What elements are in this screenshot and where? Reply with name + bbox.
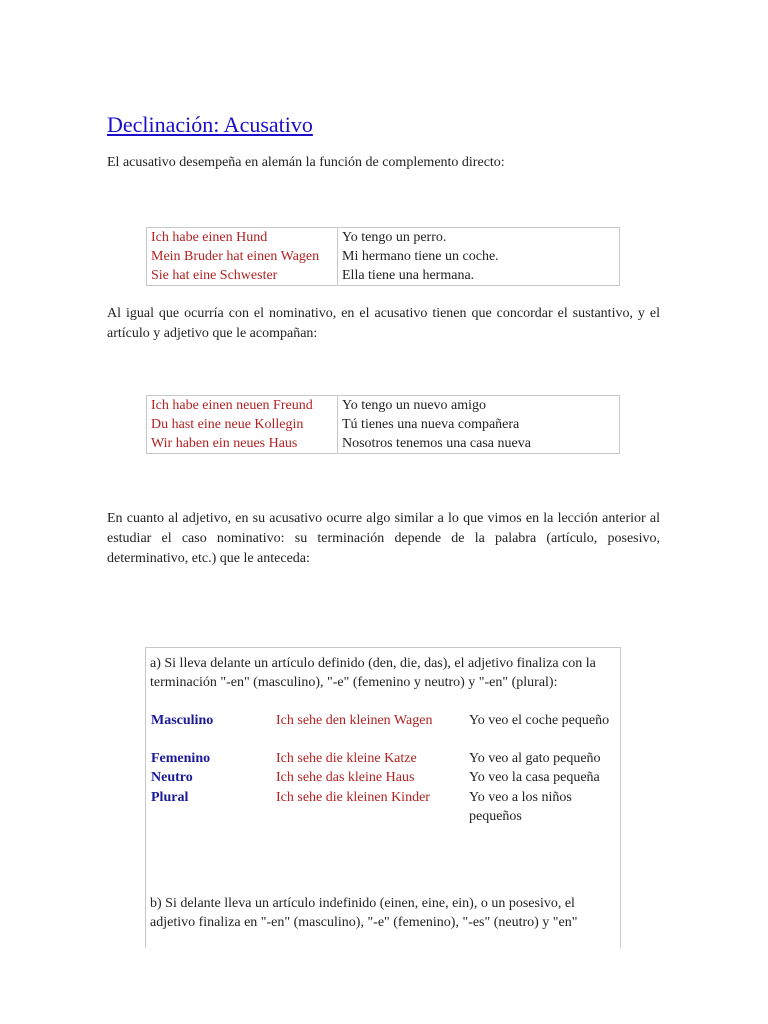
german-sentence: Ich sehe das kleine Haus (276, 770, 415, 785)
table-row (147, 396, 620, 416)
adjective-endings-box (145, 647, 621, 948)
spanish-translation: Ella tiene una hermana. (342, 268, 475, 283)
table-row (147, 415, 620, 434)
paragraph-intro: El acusativo desempeña en alemán la función de complemento directo: (107, 155, 505, 170)
gender-label: Femenino (151, 751, 211, 766)
german-sentence: Ich sehe den kleinen Wagen (276, 713, 433, 728)
spanish-translation: Yo veo el coche pequeño (469, 713, 610, 728)
german-sentence: Mein Bruder hat einen Wagen (147, 247, 338, 266)
german-sentence: Ich sehe die kleine Katze (276, 751, 417, 766)
gender-label: Plural (151, 790, 189, 805)
paragraph-agreement: Al igual que ocurría con el nominativo, en el acusativo tienen que concordar el sustantivo, y el artículo y adjetivo que le acompañan: (107, 306, 660, 341)
gender-label: Neutro (151, 770, 193, 785)
spanish-translation: Tú tienes una nueva compañera (342, 417, 520, 432)
german-sentence: Ich habe einen Hund (147, 228, 338, 248)
spanish-translation: Yo tengo un perro. (342, 230, 447, 245)
german-sentence: Wir haben ein neues Haus (147, 434, 338, 454)
page-title[interactable]: Declinación: Acusativo (107, 112, 313, 137)
german-sentence: Du hast eine neue Kollegin (147, 415, 338, 434)
spanish-translation: Yo veo al gato pequeño (469, 751, 601, 766)
example-table-1 (146, 227, 620, 286)
table-row (147, 247, 620, 266)
spanish-translation: Nosotros tenemos una casa nueva (342, 436, 531, 451)
german-sentence: Ich habe einen neuen Freund (147, 396, 338, 416)
rule-a-text: a) Si lleva delante un artículo definido (den, die, das), el adjetivo finaliza con la terminación "-en" (masculino), "-e" (femenino y neutro) y "-en" (plural): (150, 656, 596, 690)
german-sentence: Sie hat eine Schwester (147, 266, 338, 286)
german-sentence: Ich sehe die kleinen Kinder (276, 790, 430, 805)
spanish-translation: Yo veo a los niños pequeños (469, 790, 572, 824)
spanish-translation: Yo tengo un nuevo amigo (342, 398, 487, 413)
table-row (147, 434, 620, 454)
spanish-translation: Yo veo la casa pequeña (469, 770, 600, 785)
table-row (147, 228, 620, 248)
example-table-2 (146, 395, 620, 454)
paragraph-adjective: En cuanto al adjetivo, en su acusativo ocurre algo similar a lo que vimos en la lección anterior al estudiar el caso nominativo: su terminación depende de la palabra (artículo, posesivo, determinativo, etc.) que le anteceda: (107, 511, 660, 566)
table-row (147, 266, 620, 286)
spanish-translation: Mi hermano tiene un coche. (342, 249, 499, 264)
rule-b-text: b) Si delante lleva un artículo indefinido (einen, eine, ein), o un posesivo, el adjetivo finaliza en "-en" (masculino), "-e" (femenino), "-es" (neutro) y "en" (150, 896, 578, 930)
gender-label: Masculino (151, 713, 214, 728)
